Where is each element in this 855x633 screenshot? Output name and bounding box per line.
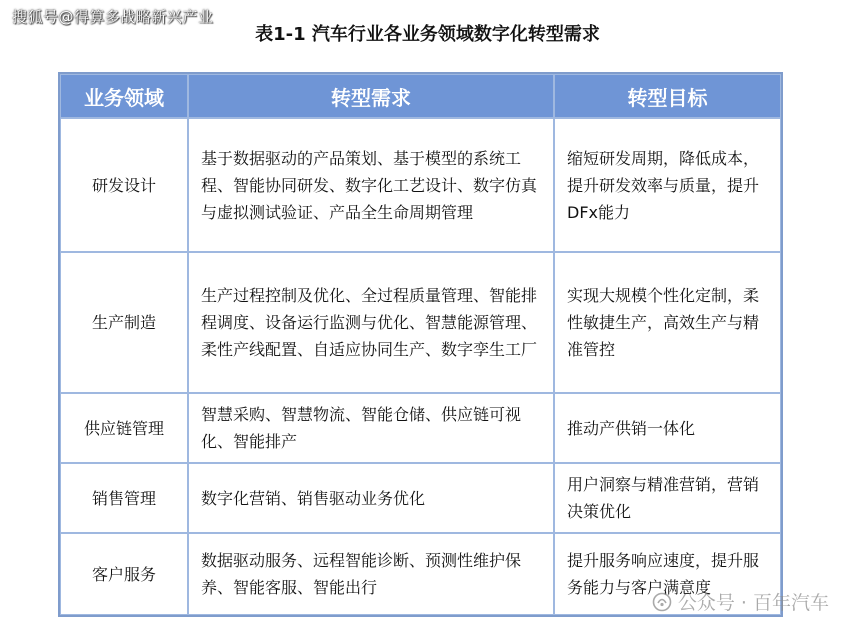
cell-goals: 推动产供销一体化 [554,393,781,463]
cell-area: 客户服务 [60,533,188,615]
table-row [60,393,781,463]
header-goals: 转型目标 [554,74,781,118]
cell-goals: 缩短研发周期，降低成本，提升研发效率与质量，提升DFx能力 [554,118,781,252]
cell-goals: 用户洞察与精准营销，营销决策优化 [554,463,781,533]
cell-needs: 数字化营销、销售驱动业务优化 [188,463,554,533]
wechat-official-account-icon [652,592,672,612]
table-row [60,252,781,393]
header-area: 业务领域 [60,74,188,118]
table-row [60,463,781,533]
sohu-watermark: 搜狐号@得算多战略新兴产业 [12,8,214,26]
cell-area: 供应链管理 [60,393,188,463]
header-row [60,74,781,118]
cell-area: 研发设计 [60,118,188,252]
cell-area: 销售管理 [60,463,188,533]
table-row [60,118,781,252]
header-needs: 转型需求 [188,74,554,118]
cell-needs: 数据驱动服务、远程智能诊断、预测性维护保养、智能客服、智能出行 [188,533,554,615]
cell-needs: 基于数据驱动的产品策划、基于模型的系统工程、智能协同研发、数字化工艺设计、数字仿真与虚拟测试验证、产品全生命周期管理 [188,118,554,252]
cell-goals: 实现大规模个性化定制，柔性敏捷生产，高效生产与精准管控 [554,252,781,393]
wechat-watermark [652,588,829,615]
wechat-watermark-text: 公众号 · 百年汽车 [677,592,829,614]
cell-needs: 生产过程控制及优化、全过程质量管理、智能排程调度、设备运行监测与优化、智慧能源管理、柔性产线配置、自适应协同生产、数字孪生工厂 [188,252,554,393]
transformation-table [58,72,783,617]
cell-area: 生产制造 [60,252,188,393]
cell-needs: 智慧采购、智慧物流、智能仓储、供应链可视化、智能排产 [188,393,554,463]
table-title: 表1-1 汽车行业各业务领域数字化转型需求 [255,24,600,45]
cell-goals: 提升服务响应速度，提升服务能力与客户满意度 [554,533,781,615]
